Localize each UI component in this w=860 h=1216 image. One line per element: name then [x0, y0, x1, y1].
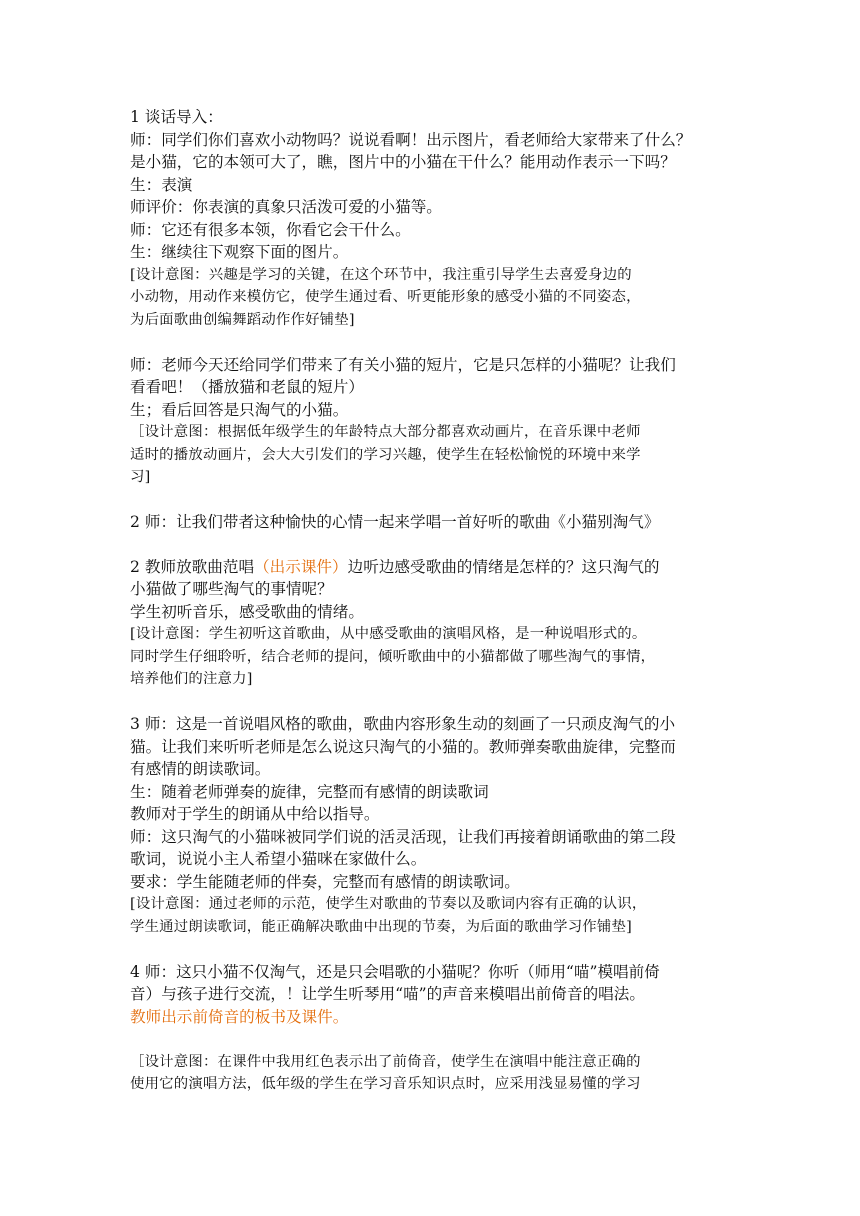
courseware-highlight: （出示课件） — [254, 558, 348, 576]
courseware-highlight-line: 教师出示前倚音的板书及课件。 — [130, 1008, 349, 1026]
text-line: 是小猫，它的本领可大了，瞧，图片中的小猫在干什么？能用动作表示一下吗？ — [130, 153, 676, 171]
text-line: 生；看后回答是只淘气的小猫。 — [130, 401, 349, 419]
text-line: 2 师：让我们带者这种愉快的心情一起来学唱一首好听的歌曲《小猫别淘气》 — [130, 513, 660, 531]
design-intent-line: 习] — [130, 469, 151, 485]
text-line: 小猫做了哪些淘气的事情呢？ — [130, 580, 333, 598]
text-line: 要求：学生能随老师的伴奏，完整而有感情的朗读歌词。 — [130, 873, 520, 891]
design-intent-line: ［设计意图：根据低年级学生的年龄特点大部分都喜欢动画片，在音乐课中老师 — [130, 424, 641, 440]
design-intent-line: 为后面歌曲创编舞蹈动作作好铺垫] — [130, 312, 355, 328]
design-intent-line: 使用它的演唱方法，低年级的学生在学习音乐知识点时，应采用浅显易懂的学习 — [130, 1076, 641, 1092]
design-intent-line: 适时的播放动画片，会大大引发们的学习兴趣，使学生在轻松愉悦的环境中来学 — [130, 447, 641, 463]
text-line: 师：这只淘气的小猫咪被同学们说的活灵活现，让我们再接着朗诵歌曲的第二段 — [130, 828, 676, 846]
section-heading: 1 谈话导入： — [130, 108, 223, 126]
text-line: 3 师：这是一首说唱风格的歌曲，歌曲内容形象生动的刻画了一只顽皮淘气的小 — [130, 715, 676, 733]
text-line-with-highlight — [130, 556, 660, 578]
text-line: 4 师：这只小猫不仅淘气，还是只会唱歌的小猫呢？你听（师用“喵”模唱前倚 — [130, 963, 660, 981]
text-line: 师：同学们你们喜欢小动物吗？说说看啊！出示图片，看老师给大家带来了什么？ — [130, 131, 692, 149]
text-line: 音）与孩子进行交流，！让学生听琴用“喵”的声音来模唱出前倚音的唱法。 — [130, 985, 645, 1003]
text-line: 生：继续往下观察下面的图片。 — [130, 243, 349, 261]
text-line: 学生初听音乐，感受歌曲的情绪。 — [130, 603, 364, 621]
text-line: 歌词，说说小主人希望小猫咪在家做什么。 — [130, 850, 427, 868]
text-line: 生：随着老师弹奏的旋律，完整而有感情的朗读歌词 — [130, 783, 489, 801]
design-intent-line: 培养他们的注意力] — [130, 671, 253, 687]
text-line: 师评价：你表演的真象只活泼可爱的小猫等。 — [130, 198, 442, 216]
text-line: 师：老师今天还给同学们带来了有关小猫的短片，它是只怎样的小猫呢？让我们 — [130, 356, 676, 374]
text-line: 教师对于学生的朗诵从中给以指导。 — [130, 805, 380, 823]
design-intent-line: ［设计意图：在课件中我用红色表示出了前倚音，使学生在演唱中能注意正确的 — [130, 1054, 641, 1070]
design-intent-line: [设计意图：兴趣是学习的关键，在这个环节中，我注重引导学生去喜爱身边的 — [130, 267, 632, 283]
design-intent-line: [设计意图：通过老师的示范，使学生对歌曲的节奏以及歌词内容有正确的认识， — [130, 896, 647, 912]
text-fragment: 边听边感受歌曲的情绪是怎样的？这只淘气的 — [347, 558, 660, 576]
text-line: 看看吧！（播放猫和老鼠的短片） — [130, 378, 364, 396]
text-line: 生：表演 — [130, 176, 193, 194]
text-line: 有感情的朗读歌词。 — [130, 760, 271, 778]
design-intent-line: [设计意图：学生初听这首歌曲，从中感受歌曲的演唱风格，是一种说唱形式的。 — [130, 626, 647, 642]
text-fragment: 2 教师放歌曲范唱 — [130, 558, 255, 576]
text-line: 师：它还有很多本领，你看它会干什么。 — [130, 221, 411, 239]
design-intent-line: 同时学生仔细聆听，结合老师的提问，倾听歌曲中的小猫都做了哪些淘气的事情， — [130, 649, 656, 665]
design-intent-line: 学生通过朗读歌词，能正确解决歌曲中出现的节奏，为后面的歌曲学习作铺垫] — [130, 919, 632, 935]
text-line: 猫。让我们来听听老师是怎么说这只淘气的小猫的。教师弹奏歌曲旋律，完整而 — [130, 738, 676, 756]
design-intent-line: 小动物，用动作来模仿它，使学生通过看、听更能形象的感受小猫的不同姿态， — [130, 289, 641, 305]
